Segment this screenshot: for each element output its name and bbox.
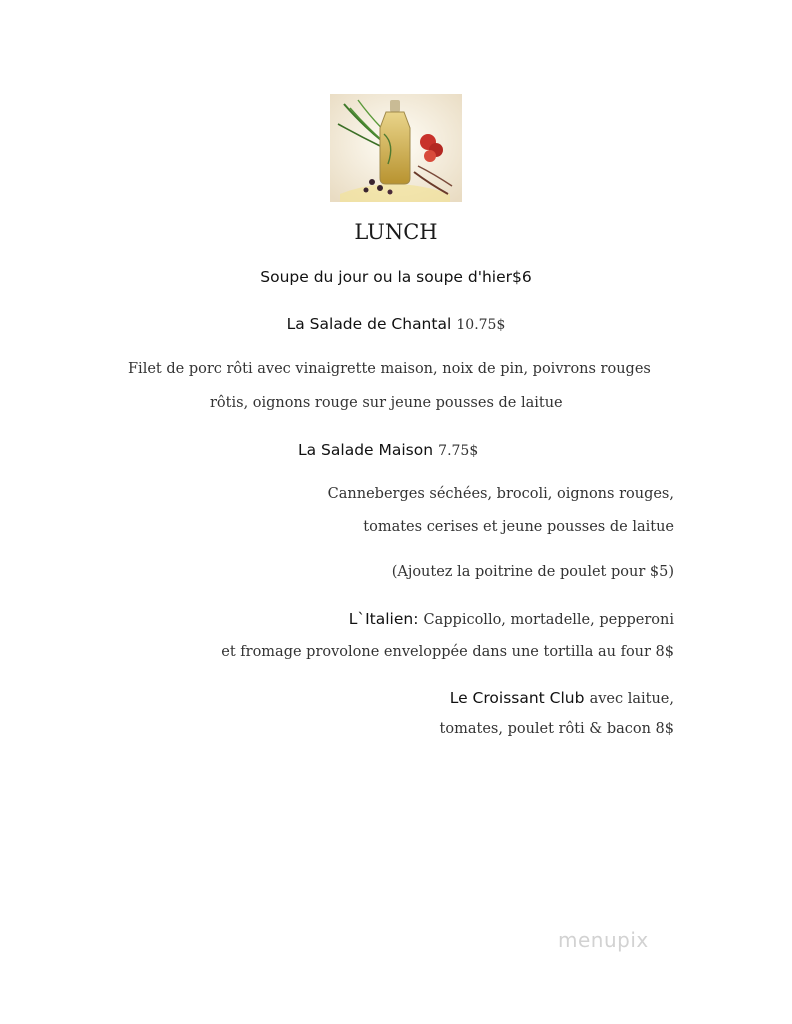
- menupix-watermark: menupix: [558, 928, 649, 952]
- italien-desc-1: Cappicollo, mortadelle, pepperoni: [423, 612, 674, 628]
- salade-chantal-price: 10.75$: [456, 317, 506, 333]
- salade-maison-heading: [298, 440, 478, 459]
- italien-line-1: [349, 609, 674, 628]
- salade-maison-desc-1: Canneberges séchées, brocoli, oignons rouges,: [327, 486, 674, 502]
- italien-desc-2: et fromage provolone enveloppée dans une tortilla au four 8$: [221, 644, 674, 660]
- salade-maison-addon: (Ajoutez la poitrine de poulet pour $5): [391, 564, 674, 580]
- olive-oil-herbs-icon: [330, 94, 462, 202]
- croissant-desc-2: tomates, poulet rôti & bacon 8$: [439, 721, 674, 737]
- menu-title: LUNCH: [354, 220, 438, 244]
- italien-name: L`Italien:: [348, 610, 419, 628]
- salade-chantal-desc-2: rôtis, oignons rouge sur jeune pousses de laitue: [210, 395, 563, 411]
- salade-maison-name: La Salade Maison: [298, 441, 434, 459]
- soup-item: Soupe du jour ou la soupe d'hier$6: [260, 268, 532, 286]
- croissant-name: Le Croissant Club: [449, 689, 585, 707]
- croissant-line-1: [450, 688, 674, 707]
- salade-maison-desc-2: tomates cerises et jeune pousses de laitue: [363, 519, 674, 535]
- salade-chantal-desc-1: Filet de porc rôti avec vinaigrette maison, noix de pin, poivrons rouges: [128, 361, 651, 377]
- salade-chantal-name: La Salade de Chantal: [286, 315, 452, 333]
- salade-maison-price: 7.75$: [438, 443, 479, 459]
- croissant-desc-1: avec laitue,: [589, 691, 674, 707]
- menu-photo: [330, 94, 462, 202]
- salade-chantal-heading: [0, 314, 792, 333]
